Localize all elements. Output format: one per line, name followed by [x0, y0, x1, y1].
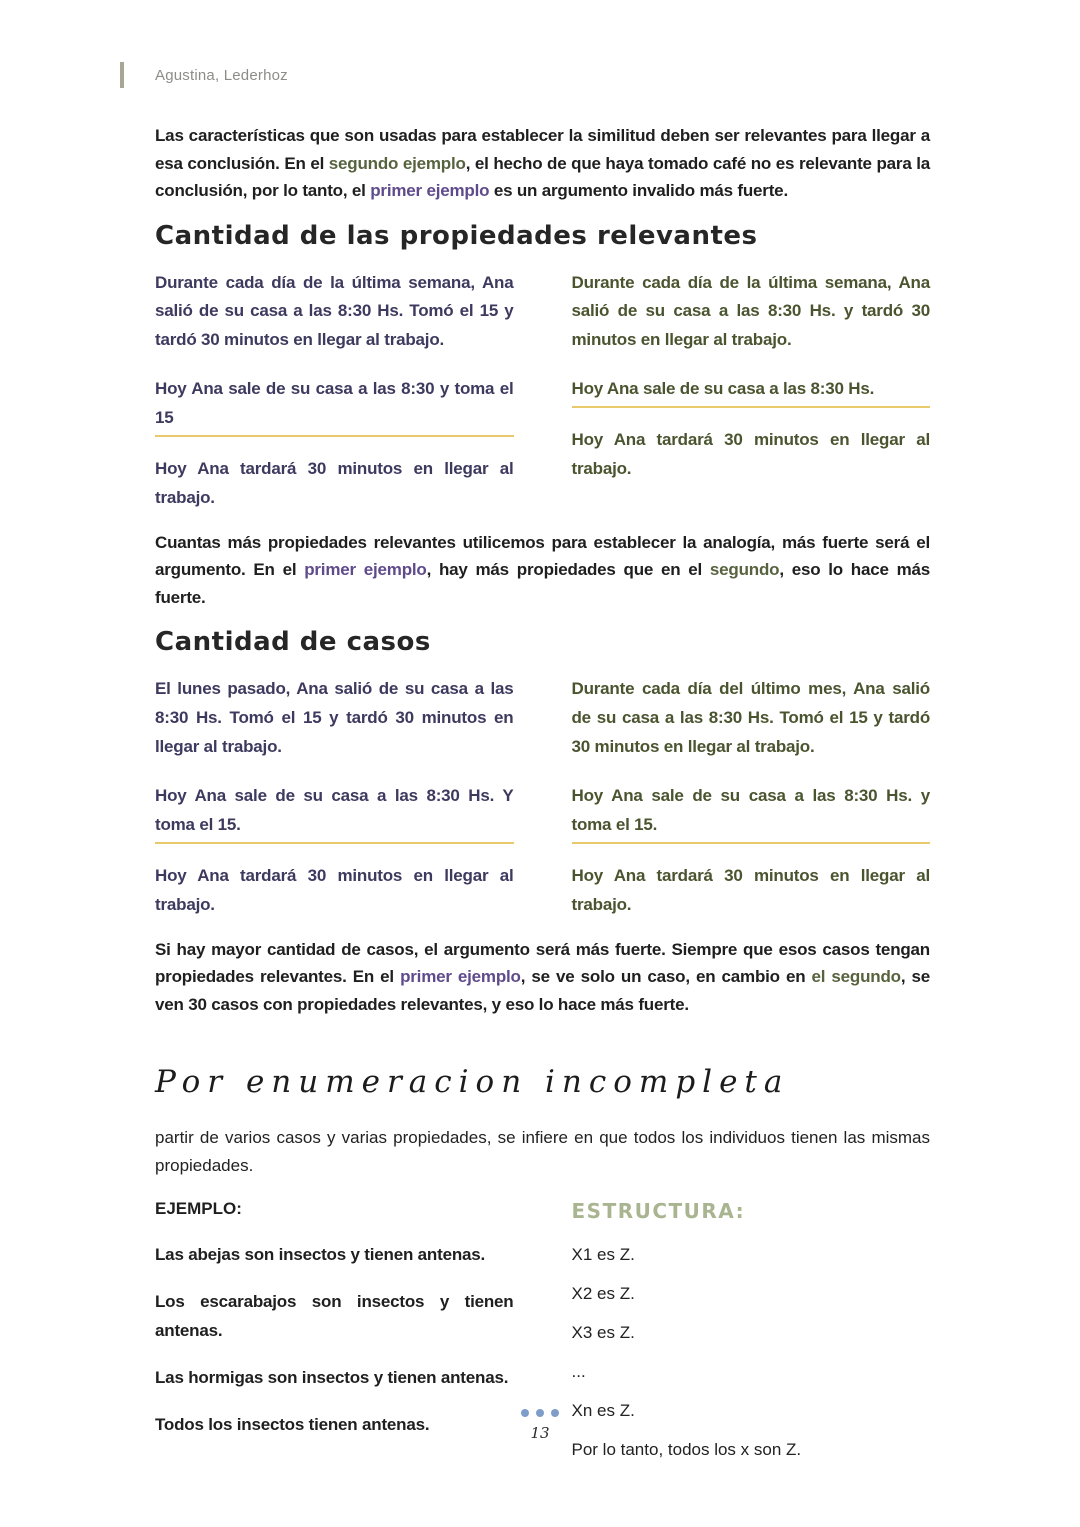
- text-segment-purple: primer ejemplo: [304, 560, 427, 580]
- conclusion-text: Hoy Ana tardará 30 minutos en llegar al trabajo.: [155, 865, 514, 914]
- estructura-label: ESTRUCTURA:: [571, 1199, 746, 1224]
- page-header: [120, 62, 930, 88]
- text-segment: , hay más propiedades que en el: [426, 560, 710, 580]
- text-segment: es un argumento invalido más fuerte.: [489, 181, 788, 201]
- page-number: 13: [530, 1424, 550, 1442]
- ejemplo-item: Todos los insectos tienen antenas.: [155, 1414, 430, 1434]
- premise-text: El lunes pasado, Ana salió de su casa a las 8:30 Hs. Tomó el 15 y tardó 30 minutos en llegar al trabajo.: [155, 679, 514, 757]
- premise-text: Hoy Ana sale de su casa a las 8:30 Hs. y toma el 15.: [571, 786, 930, 834]
- header-accent-bar: [120, 62, 124, 88]
- text-segment: Las características que son usadas para establecer la similitud deben ser relevantes para llegar a esa conclusión. En el: [155, 126, 930, 173]
- script-section-title: Por enumeracion incompleta: [155, 1064, 790, 1101]
- dot-icon: [521, 1409, 529, 1417]
- premise-text: Durante cada día del último mes, Ana salió de su casa a las 8:30 Hs. Tomó el 15 y tardó 30 minutos en llegar al trabajo.: [571, 679, 930, 757]
- example-column-second: [572, 675, 931, 919]
- ejemplo-label: EJEMPLO:: [155, 1199, 242, 1219]
- conclusion-text: Hoy Ana tardará 30 minutos en llegar al trabajo.: [155, 459, 514, 507]
- conclusion-text: Hoy Ana tardará 30 minutos en llegar al trabajo.: [571, 430, 930, 479]
- section-title-propiedades: Cantidad de las propiedades relevantes: [155, 220, 758, 251]
- conclusion-text: Hoy Ana tardará 30 minutos en llegar al trabajo.: [571, 865, 930, 914]
- premise-text: Durante cada día de la última semana, Ana salió de su casa a las 8:30 Hs. Tomó el 15 y tardó 30 minutos en llegar al trabajo.: [155, 272, 514, 350]
- section-title-casos: Cantidad de casos: [155, 627, 431, 658]
- ejemplo-item: Las abejas son insectos y tienen antenas.: [155, 1245, 486, 1265]
- text-segment-purple: primer ejemplo: [370, 181, 490, 201]
- text-segment: , se ve solo un caso, en cambio en: [520, 967, 812, 987]
- text-segment-green: el segundo: [811, 967, 901, 987]
- premise-text: Hoy Ana sale de su casa a las 8:30 Hs. Y toma el 15.: [155, 786, 514, 834]
- estructura-item: X2 es Z.: [571, 1284, 635, 1304]
- header-author: Agustina, Lederhoz: [155, 66, 288, 84]
- inference-line: [155, 842, 514, 844]
- estructura-item: Por lo tanto, todos los x son Z.: [571, 1440, 802, 1460]
- text-segment-green: segundo: [709, 560, 780, 580]
- example-column-second: [572, 269, 931, 484]
- estructura-item: Xn es Z.: [571, 1401, 635, 1421]
- properties-examples-columns: [155, 269, 930, 513]
- properties-summary-paragraph: [155, 529, 930, 612]
- example-column-first: [155, 269, 514, 513]
- estructura-item: X1 es Z.: [571, 1245, 635, 1265]
- text-segment: Cuantas más propiedades relevantes utilicemos para establecer la analogía, más fuerte será el argumento. En el: [155, 532, 930, 580]
- footer-dots-icon: [521, 1409, 559, 1417]
- page-footer: [0, 1404, 1080, 1442]
- intro-paragraph: [155, 122, 930, 205]
- estructura-item: X3 es Z.: [571, 1323, 635, 1343]
- ejemplo-item: Las hormigas son insectos y tienen antenas.: [155, 1367, 509, 1387]
- dot-icon: [536, 1409, 544, 1417]
- inference-line: [572, 406, 931, 408]
- premise-text: Hoy Ana sale de su casa a las 8:30 Hs.: [571, 379, 875, 399]
- text-segment-purple: primer ejemplo: [400, 967, 521, 987]
- inference-line: [155, 435, 514, 437]
- text-segment: , eso lo hace más fuerte.: [155, 560, 931, 607]
- text-segment-green: segundo ejemplo: [328, 153, 466, 173]
- example-column-first: [155, 675, 514, 919]
- text-segment: , el hecho de que haya tomado café no es relevante para la conclusión, por lo tanto, el: [155, 153, 931, 201]
- cases-summary-paragraph: [155, 936, 930, 1019]
- text-segment: , se ven 30 casos con propiedades relevantes, y eso lo hace más fuerte.: [155, 967, 930, 1014]
- estructura-item: ...: [571, 1362, 586, 1382]
- text-segment: Si hay mayor cantidad de casos, el argumento será más fuerte. Siempre que esos casos tengan propiedades relevantes. En el: [155, 939, 930, 987]
- premise-text: Durante cada día de la última semana, Ana salió de su casa a las 8:30 Hs. y tardó 30 minutos en llegar al trabajo.: [571, 272, 930, 350]
- premise-text: Hoy Ana sale de su casa a las 8:30 y toma el 15: [155, 379, 514, 428]
- enumeration-intro-paragraph: partir de varios casos y varias propiedades, se infiere en que todos los individuos tienen las mismas propiedades.: [155, 1128, 930, 1175]
- ejemplo-item: Los escarabajos son insectos y tienen antenas.: [155, 1292, 514, 1341]
- dot-icon: [551, 1409, 559, 1417]
- inference-line: [572, 842, 931, 844]
- cases-examples-columns: [155, 675, 930, 919]
